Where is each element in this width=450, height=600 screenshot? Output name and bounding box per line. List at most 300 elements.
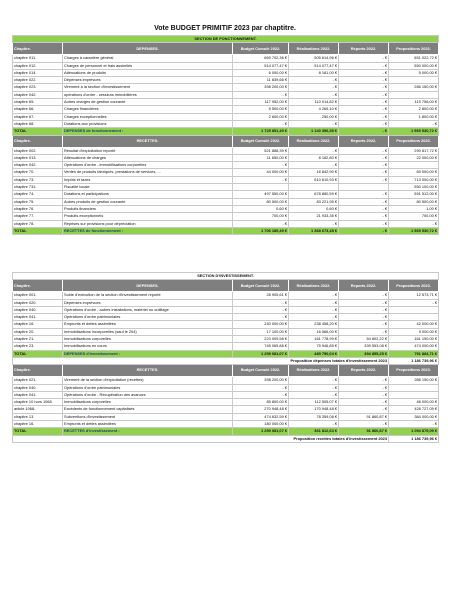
total-realisations-cell: 361 812,63 € [289, 428, 339, 435]
label-cell: Atténuations de charges [63, 154, 233, 161]
budget-cumule-cell: 180 000,00 € [233, 421, 289, 428]
realisations-cell: 238 458,20 € [289, 321, 339, 328]
total-row [13, 428, 439, 435]
total-label-cell: RECETTES de fonctionnement : [63, 227, 233, 234]
reports-cell: - € [339, 292, 389, 299]
label-cell: Dépenses imprévues [63, 77, 233, 84]
table-row [13, 91, 439, 98]
realisations-cell: - € [289, 162, 339, 169]
propositions-cell: 46 000,00 € [389, 399, 439, 406]
reports-cell: 54 802,22 € [339, 336, 389, 343]
header-budget-cumule-cell: Budget Cumulé 2022. [233, 280, 289, 292]
budget-cumule-cell: 11 650,00 € [233, 154, 289, 161]
reports-cell: - € [339, 84, 389, 91]
propositions-cell: 119 758,00 € [389, 99, 439, 106]
total-chapter-cell: TOTAL [13, 128, 63, 135]
propositions-cell [389, 384, 439, 391]
chapter-cell: chapitre 023. [13, 84, 63, 91]
propositions-cell: 290 817,72 € [389, 147, 439, 154]
chapter-cell: chapitre 013. [13, 154, 63, 161]
reports-cell: - € [339, 91, 389, 98]
table-row [13, 147, 439, 154]
propositions-cell: 550 100,00 € [389, 184, 439, 191]
label-cell: Opérations d'ordre patrimoniales [63, 384, 233, 391]
table-row [13, 406, 439, 413]
realisations-cell: 16 566,00 € [289, 328, 339, 335]
total-chapter-cell: TOTAL [13, 428, 63, 435]
propositions-cell: 384 000,00 € [389, 413, 439, 420]
propositions-cell: 42 000,00 € [389, 321, 439, 328]
reports-cell: - € [339, 314, 389, 321]
budget-cumule-cell: 669 702,36 € [233, 55, 289, 62]
realisations-cell: 75 946,85 € [289, 343, 339, 350]
label-cell: Opérations d'ordre - autres installations, matériel ou outillage [63, 306, 233, 313]
chapter-cell: chapitre 041. [13, 391, 63, 398]
depenses-header [13, 43, 439, 55]
realisations-cell: 83 221,95 € [289, 198, 339, 205]
proposition-row [13, 357, 439, 364]
table-row [13, 162, 439, 169]
label-cell: Charges exceptionnelles [63, 113, 233, 120]
chapter-cell: article 1068. [13, 406, 63, 413]
chapter-cell: chapitre 16. [13, 321, 63, 328]
realisations-cell: 4 269,10 € [289, 106, 339, 113]
realisations-cell: 0,60 € [289, 205, 339, 212]
propositions-cell: - € [389, 120, 439, 127]
proposition-value: 1 186 739,96 € [389, 435, 439, 442]
header-propositions-cell: Propositions 2023. [389, 43, 439, 55]
table-row [13, 220, 439, 227]
budget-cumule-cell: 6 000,00 € [233, 69, 289, 76]
propositions-cell: 12 573,71 € [389, 292, 439, 299]
propositions-cell: 286 150,00 € [389, 84, 439, 91]
header-realisations-cell: Réalisations 2022. [289, 365, 339, 377]
realisations-cell: - € [289, 384, 339, 391]
label-cell: Dotations aux provisions [63, 120, 233, 127]
table-row [13, 391, 439, 398]
header-label-cell: RECETTES. [63, 365, 233, 377]
table-row [13, 69, 439, 76]
propositions-cell: 428 727,09 € [389, 406, 439, 413]
depenses-header [13, 280, 439, 292]
budget-cumule-cell: 44 000,00 € [233, 169, 289, 176]
propositions-cell: - € [389, 421, 439, 428]
header-chapter-cell: Chapitre. [13, 43, 63, 55]
table-row [13, 191, 439, 198]
label-cell: Immobilisations en cours [63, 343, 233, 350]
realisations-cell: 112 505,07 € [289, 399, 339, 406]
total-propositions-cell: 1 094 879,09 € [389, 428, 439, 435]
realisations-cell: - € [289, 120, 339, 127]
total-propositions-cell: 791 884,71 € [389, 350, 439, 357]
chapter-cell: chapitre 002. [13, 147, 63, 154]
chapter-cell: chapitre 040. [13, 306, 63, 313]
reports-cell: - € [339, 220, 389, 227]
header-label-cell: RECETTES. [63, 135, 233, 147]
realisations-cell: 170 948,48 € [289, 406, 339, 413]
propositions-cell [389, 77, 439, 84]
propositions-cell [389, 162, 439, 169]
chapter-cell: chapitre 68. [13, 120, 63, 127]
realisations-cell: - € [289, 77, 339, 84]
table-row [13, 336, 439, 343]
total-budget-cumule-cell: 1 259 081,07 € [233, 350, 289, 357]
reports-cell: - € [339, 120, 389, 127]
realisations-cell: 21 933,35 € [289, 213, 339, 220]
header-realisations-cell: Réalisations 2022. [289, 43, 339, 55]
total-realisations-cell: 1 140 356,35 € [289, 128, 339, 135]
label-cell: Opérations d'ordre - immobilisations corporelles [63, 162, 233, 169]
budget-cumule-cell: - € [233, 220, 289, 227]
propositions-cell: 9 000,00 € [389, 328, 439, 335]
reports-cell: - € [339, 384, 389, 391]
budget-cumule-cell: - € [233, 120, 289, 127]
reports-cell: - € [339, 198, 389, 205]
label-cell: Reprises sur provisions pour dépréciation [63, 220, 233, 227]
budget-cumule-cell: - € [233, 299, 289, 306]
realisations-cell: 610 610,93 € [289, 176, 339, 183]
header-chapter-cell: Chapitre. [13, 135, 63, 147]
header-budget-cumule-cell: Budget Cumulé 2022. [233, 135, 289, 147]
table-row [13, 343, 439, 350]
recettes-header [13, 365, 439, 377]
header-chapter-cell: Chapitre. [13, 280, 63, 292]
propositions-cell: 69 000,00 € [389, 169, 439, 176]
reports-cell: - € [339, 377, 389, 384]
chapter-cell: chapitre 020. [13, 299, 63, 306]
total-budget-cumule-cell: 1 706 189,49 € [233, 227, 289, 234]
reports-cell: - € [339, 113, 389, 120]
section-band [13, 273, 439, 280]
reports-cell: - € [339, 77, 389, 84]
reports-cell: 339 553,08 € [339, 343, 389, 350]
budget-cumule-cell: - € [233, 384, 289, 391]
reports-cell: - € [339, 328, 389, 335]
label-cell: Charges de personnel et frais assimilés [63, 62, 233, 69]
propositions-cell: 651 022,72 € [389, 55, 439, 62]
label-cell: Ventes de produits fabriqués, prestations de services, ... [63, 169, 233, 176]
realisations-cell: - € [289, 220, 339, 227]
header-realisations-cell: Réalisations 2022. [289, 280, 339, 292]
budget-cumule-cell: 223 009,58 € [233, 336, 289, 343]
realisations-cell: - € [289, 299, 339, 306]
recettes-header [13, 135, 439, 147]
section-band [13, 36, 439, 43]
realisations-cell: - € [289, 421, 339, 428]
reports-cell: - € [339, 99, 389, 106]
section-title: SECTION DE FONCTIONNEMENT. [13, 36, 439, 43]
table-row [13, 328, 439, 335]
total-budget-cumule-cell: 1 259 081,07 € [233, 428, 289, 435]
table-row [13, 299, 439, 306]
table-row [13, 205, 439, 212]
propositions-cell: 5 000,00 € [389, 69, 439, 76]
total-reports-cell: 91 860,87 € [339, 428, 389, 435]
total-budget-cumule-cell: 1 725 851,49 € [233, 128, 289, 135]
total-realisations-cell: 1 368 673,48 € [289, 227, 339, 234]
total-chapter-cell: TOTAL [13, 350, 63, 357]
header-reports-cell: Reports 2022. [339, 135, 389, 147]
table-row [13, 106, 439, 113]
budget-cumule-cell: - € [233, 314, 289, 321]
total-row [13, 128, 439, 135]
label-cell: Fiscalité locale [63, 184, 233, 191]
reports-cell: - € [339, 191, 389, 198]
realisations-cell: - € [289, 306, 339, 313]
label-cell: opérations d'ordre - cessions immobilières [63, 91, 233, 98]
table-row [13, 120, 439, 127]
propositions-cell: - € [389, 299, 439, 306]
reports-cell: - € [339, 399, 389, 406]
reports-cell: - € [339, 154, 389, 161]
label-cell: Opérations d'ordre - Récupération des avances [63, 391, 233, 398]
reports-cell: - € [339, 147, 389, 154]
realisations-cell: - € [289, 391, 339, 398]
header-propositions-cell: Propositions 2023. [389, 365, 439, 377]
label-cell: Charges financières [63, 106, 233, 113]
proposition-row [13, 435, 439, 442]
propositions-cell: 286 150,00 € [389, 377, 439, 384]
total-propositions-cell: 1 565 530,72 € [389, 128, 439, 135]
table-row [13, 306, 439, 313]
label-cell: Autres produits de gestion courante [63, 198, 233, 205]
realisations-cell: 250,00 € [289, 113, 339, 120]
table-row [13, 198, 439, 205]
table-row [13, 99, 439, 106]
chapter-cell: chapitre 20. [13, 328, 63, 335]
budget-cumule-cell: 521 888,39 € [233, 147, 289, 154]
total-row [13, 350, 439, 357]
table-row [13, 55, 439, 62]
propositions-cell: - € [389, 220, 439, 227]
budget-cumule-cell: 28 905,61 € [233, 292, 289, 299]
reports-cell: - € [339, 406, 389, 413]
realisations-cell: - € [289, 377, 339, 384]
propositions-cell: 700,00 € [389, 213, 439, 220]
realisations-cell: - € [289, 91, 339, 98]
reports-cell: - € [339, 55, 389, 62]
realisations-cell: - € [289, 147, 339, 154]
budget-cumule-cell: 80 500,00 € [233, 198, 289, 205]
table-row [13, 384, 439, 391]
chapter-cell: chapitre 65. [13, 99, 63, 106]
budget-cumule-cell: 5 500,00 € [233, 106, 289, 113]
budget-cumule-cell: 0,60 € [233, 205, 289, 212]
propositions-cell: 474 000,00 € [389, 343, 439, 350]
budget-cumule-cell: 474 632,59 € [233, 413, 289, 420]
table-row [13, 377, 439, 384]
label-cell: Autres charges de gestion courante [63, 99, 233, 106]
header-propositions-cell: Propositions 2023. [389, 135, 439, 147]
header-budget-cumule-cell: Budget Cumulé 2022. [233, 43, 289, 55]
total-realisations-cell: 489 750,04 € [289, 350, 339, 357]
chapter-cell: chapitre 70. [13, 169, 63, 176]
label-cell: Emprunts et dettes assimilées [63, 421, 233, 428]
budget-cumule-cell: 398 200,00 € [233, 377, 289, 384]
budget-cumule-cell: 2 600,00 € [233, 113, 289, 120]
label-cell: Atténuations de produits [63, 69, 233, 76]
proposition-label: Proposition recettes totales d'investissement 2023 [13, 435, 389, 442]
reports-cell: - € [339, 69, 389, 76]
total-label-cell: RECETTES d'investissement : [63, 428, 233, 435]
chapter-cell: chapitre 011. [13, 55, 63, 62]
label-cell: Emprunts et dettes assimilées [63, 321, 233, 328]
label-cell: Virement à la section d'investissement [63, 84, 233, 91]
total-label-cell: DEPENSES de fonctionnement : [63, 128, 233, 135]
reports-cell: - € [339, 321, 389, 328]
reports-cell: - € [339, 169, 389, 176]
proposition-label: Proposition dépenses totales d'investissement 2023 [13, 357, 389, 364]
header-reports-cell: Reports 2022. [339, 280, 389, 292]
propositions-cell: 591 512,00 € [389, 191, 439, 198]
total-reports-cell: - € [339, 128, 389, 135]
chapter-cell: chapitre 041. [13, 314, 63, 321]
total-reports-cell: 394 855,25 € [339, 350, 389, 357]
header-label-cell: DEPENSES. [63, 280, 233, 292]
budget-cumule-cell: 17 100,00 € [233, 328, 289, 335]
total-row [13, 227, 439, 234]
table-row [13, 184, 439, 191]
chapter-cell: chapitre 731. [13, 184, 63, 191]
label-cell: Produits exceptionnels [63, 213, 233, 220]
table-row [13, 176, 439, 183]
header-reports-cell: Reports 2022. [339, 43, 389, 55]
budget-cumule-cell: 117 952,00 € [233, 99, 289, 106]
table-row [13, 84, 439, 91]
budget-cumule-cell: 514 077,47 € [233, 62, 289, 69]
header-budget-cumule-cell: Budget Cumulé 2022. [233, 365, 289, 377]
header-label-cell: DEPENSES. [63, 43, 233, 55]
chapter-cell: chapitre 042. [13, 162, 63, 169]
propositions-cell: 22 000,00 € [389, 154, 439, 161]
label-cell: Produits financiers [63, 205, 233, 212]
budget-cumule-cell: - € [233, 391, 289, 398]
label-cell: Subventions d'investissement [63, 413, 233, 420]
realisations-cell: 16 842,90 € [289, 169, 339, 176]
chapter-cell: chapitre 16. [13, 421, 63, 428]
budget-cumule-cell: 398 200,00 € [233, 84, 289, 91]
budget-cumule-cell [233, 184, 289, 191]
realisations-cell: - € [289, 314, 339, 321]
section-title: SECTION D'INVESTISSEMENT. [13, 273, 439, 280]
chapter-cell: chapitre 012. [13, 62, 63, 69]
propositions-cell: 2 800,00 € [389, 106, 439, 113]
label-cell: Virement de la section d'exploitation (recettes) [63, 377, 233, 384]
budget-cumule-cell: - € [233, 306, 289, 313]
fonctionnement-table [12, 35, 439, 235]
budget-cumule-cell: - € [233, 162, 289, 169]
label-cell: Charges à caractère général [63, 55, 233, 62]
chapter-cell: chapitre 66. [13, 106, 63, 113]
reports-cell: - € [339, 299, 389, 306]
total-propositions-cell: 1 565 530,72 € [389, 227, 439, 234]
budget-cumule-cell: 700,00 € [233, 213, 289, 220]
header-reports-cell: Reports 2022. [339, 365, 389, 377]
budget-cumule-cell: 745 065,88 € [233, 343, 289, 350]
budget-cumule-cell: 270 948,48 € [233, 406, 289, 413]
table-row [13, 213, 439, 220]
realisations-cell: 78 359,08 € [289, 413, 339, 420]
chapter-cell: chapitre 021. [13, 377, 63, 384]
label-cell: Immobilisations corporelles [63, 399, 233, 406]
table-row [13, 399, 439, 406]
realisations-cell: 8 182,80 € [289, 154, 339, 161]
chapter-cell: chapitre 13. [13, 413, 63, 420]
realisations-cell [289, 184, 339, 191]
propositions-cell: 1,00 € [389, 205, 439, 212]
reports-cell: 91 860,87 € [339, 413, 389, 420]
chapter-cell: chapitre 23. [13, 343, 63, 350]
budget-cumule-cell: 497 550,00 € [233, 191, 289, 198]
realisations-cell: 505 614,96 € [289, 55, 339, 62]
budget-cumule-cell: 240 000,00 € [233, 321, 289, 328]
propositions-cell [389, 306, 439, 313]
propositions-cell [389, 314, 439, 321]
chapter-cell: chapitre 73. [13, 176, 63, 183]
reports-cell: - € [339, 391, 389, 398]
reports-cell: - € [339, 306, 389, 313]
realisations-cell: - € [289, 292, 339, 299]
chapter-cell: chapitre 022. [13, 77, 63, 84]
table-row [13, 314, 439, 321]
propositions-cell [389, 91, 439, 98]
realisations-cell: - € [289, 84, 339, 91]
label-cell: Opérations d'ordre patrimoniales [63, 314, 233, 321]
budget-cumule-cell: 85 800,00 € [233, 399, 289, 406]
table-row [13, 77, 439, 84]
table-row [13, 292, 439, 299]
reports-cell: - € [339, 205, 389, 212]
label-cell: Dépenses imprévues [63, 299, 233, 306]
table-row [13, 113, 439, 120]
propositions-cell: 1 800,00 € [389, 113, 439, 120]
table-row [13, 62, 439, 69]
propositions-cell: 713 000,00 € [389, 176, 439, 183]
chapter-cell: chapitre 67. [13, 113, 63, 120]
chapter-cell: chapitre 042. [13, 91, 63, 98]
header-realisations-cell: Réalisations 2022. [289, 135, 339, 147]
header-chapter-cell: Chapitre. [13, 365, 63, 377]
propositions-cell: 80 500,00 € [389, 198, 439, 205]
reports-cell: - € [339, 62, 389, 69]
realisations-cell: 678 880,59 € [289, 191, 339, 198]
chapter-cell: chapitre 10 hors 1068 [13, 399, 63, 406]
reports-cell [339, 184, 389, 191]
chapter-cell: chapitre 001. [13, 292, 63, 299]
reports-cell: - € [339, 162, 389, 169]
chapter-cell: chapitre 74. [13, 191, 63, 198]
page-title: Vote BUDGET PRIMITIF 2023 par chaptitre. [154, 25, 296, 32]
reports-cell: - € [339, 213, 389, 220]
chapter-cell: chapitre 040. [13, 384, 63, 391]
realisations-cell: 8 181,00 € [289, 69, 339, 76]
chapter-cell: chapitre 76. [13, 205, 63, 212]
chapter-cell: chapitre 21. [13, 336, 63, 343]
budget-cumule-cell: - € [233, 176, 289, 183]
propositions-cell: 161 150,00 € [389, 336, 439, 343]
realisations-cell: 514 077,47 € [289, 62, 339, 69]
header-propositions-cell: Propositions 2023. [389, 280, 439, 292]
table-row [13, 154, 439, 161]
investissement-table [12, 272, 439, 443]
reports-cell: - € [339, 176, 389, 183]
label-cell: Immobilisations incorporelles (sauf le 204) [63, 328, 233, 335]
budget-cumule-cell: - € [233, 91, 289, 98]
total-chapter-cell: TOTAL [13, 227, 63, 234]
label-cell: Dotations et participations [63, 191, 233, 198]
total-reports-cell: - € [339, 227, 389, 234]
reports-cell: - € [339, 106, 389, 113]
